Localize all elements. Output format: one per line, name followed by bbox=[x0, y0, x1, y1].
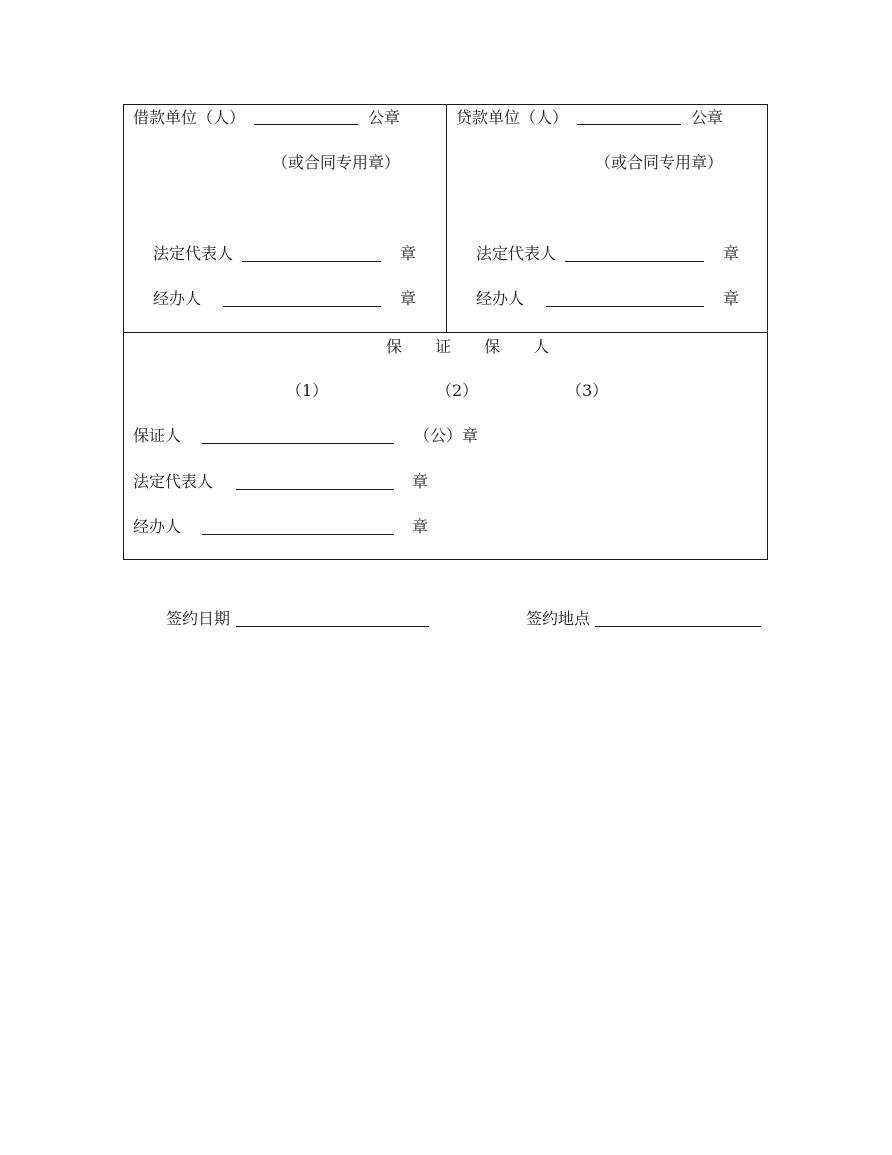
guarantor-legal-rep-seal: 章 bbox=[412, 472, 429, 491]
guarantor-handler-field[interactable] bbox=[202, 534, 394, 535]
guarantor-label: 保证人 bbox=[133, 426, 182, 445]
column-divider bbox=[446, 104, 447, 333]
borrower-handler-field[interactable] bbox=[223, 306, 381, 307]
row-divider bbox=[123, 332, 768, 333]
borrower-contract-seal-note: （或合同专用章） bbox=[272, 153, 401, 172]
borrower-handler-label: 经办人 bbox=[153, 289, 202, 308]
borrower-label: 借款单位（人） bbox=[133, 108, 246, 127]
guarantor-seal-label: （公）章 bbox=[414, 426, 479, 445]
borrower-name-field[interactable] bbox=[254, 124, 358, 125]
sign-place-label: 签约地点 bbox=[526, 609, 591, 628]
lender-handler-seal: 章 bbox=[723, 289, 740, 308]
guarantor-handler-label: 经办人 bbox=[133, 517, 182, 536]
guarantor-name-field[interactable] bbox=[202, 443, 394, 444]
lender-name-field[interactable] bbox=[577, 124, 681, 125]
guarantor-col-1: （1） bbox=[286, 381, 329, 400]
borrower-seal-label: 公章 bbox=[368, 108, 401, 127]
lender-label: 贷款单位（人） bbox=[456, 108, 569, 127]
guarantor-legal-rep-label: 法定代表人 bbox=[133, 472, 214, 491]
guarantor-col-2: （2） bbox=[436, 381, 479, 400]
lender-legal-rep-field[interactable] bbox=[565, 261, 704, 262]
borrower-legal-rep-label: 法定代表人 bbox=[153, 244, 234, 263]
borrower-handler-seal: 章 bbox=[400, 289, 417, 308]
lender-legal-rep-label: 法定代表人 bbox=[476, 244, 557, 263]
borrower-legal-rep-field[interactable] bbox=[242, 261, 381, 262]
sign-date-field[interactable] bbox=[236, 626, 429, 627]
guarantor-handler-seal: 章 bbox=[412, 517, 429, 536]
lender-contract-seal-note: （或合同专用章） bbox=[595, 153, 724, 172]
borrower-legal-rep-seal: 章 bbox=[400, 244, 417, 263]
guarantor-col-3: （3） bbox=[566, 381, 609, 400]
guarantor-heading: 保 证 保 人 bbox=[386, 337, 564, 356]
lender-handler-field[interactable] bbox=[546, 306, 704, 307]
guarantor-legal-rep-field[interactable] bbox=[236, 489, 394, 490]
lender-legal-rep-seal: 章 bbox=[723, 244, 740, 263]
sign-place-field[interactable] bbox=[595, 626, 761, 627]
sign-date-label: 签约日期 bbox=[166, 609, 231, 628]
lender-seal-label: 公章 bbox=[691, 108, 724, 127]
lender-handler-label: 经办人 bbox=[476, 289, 525, 308]
